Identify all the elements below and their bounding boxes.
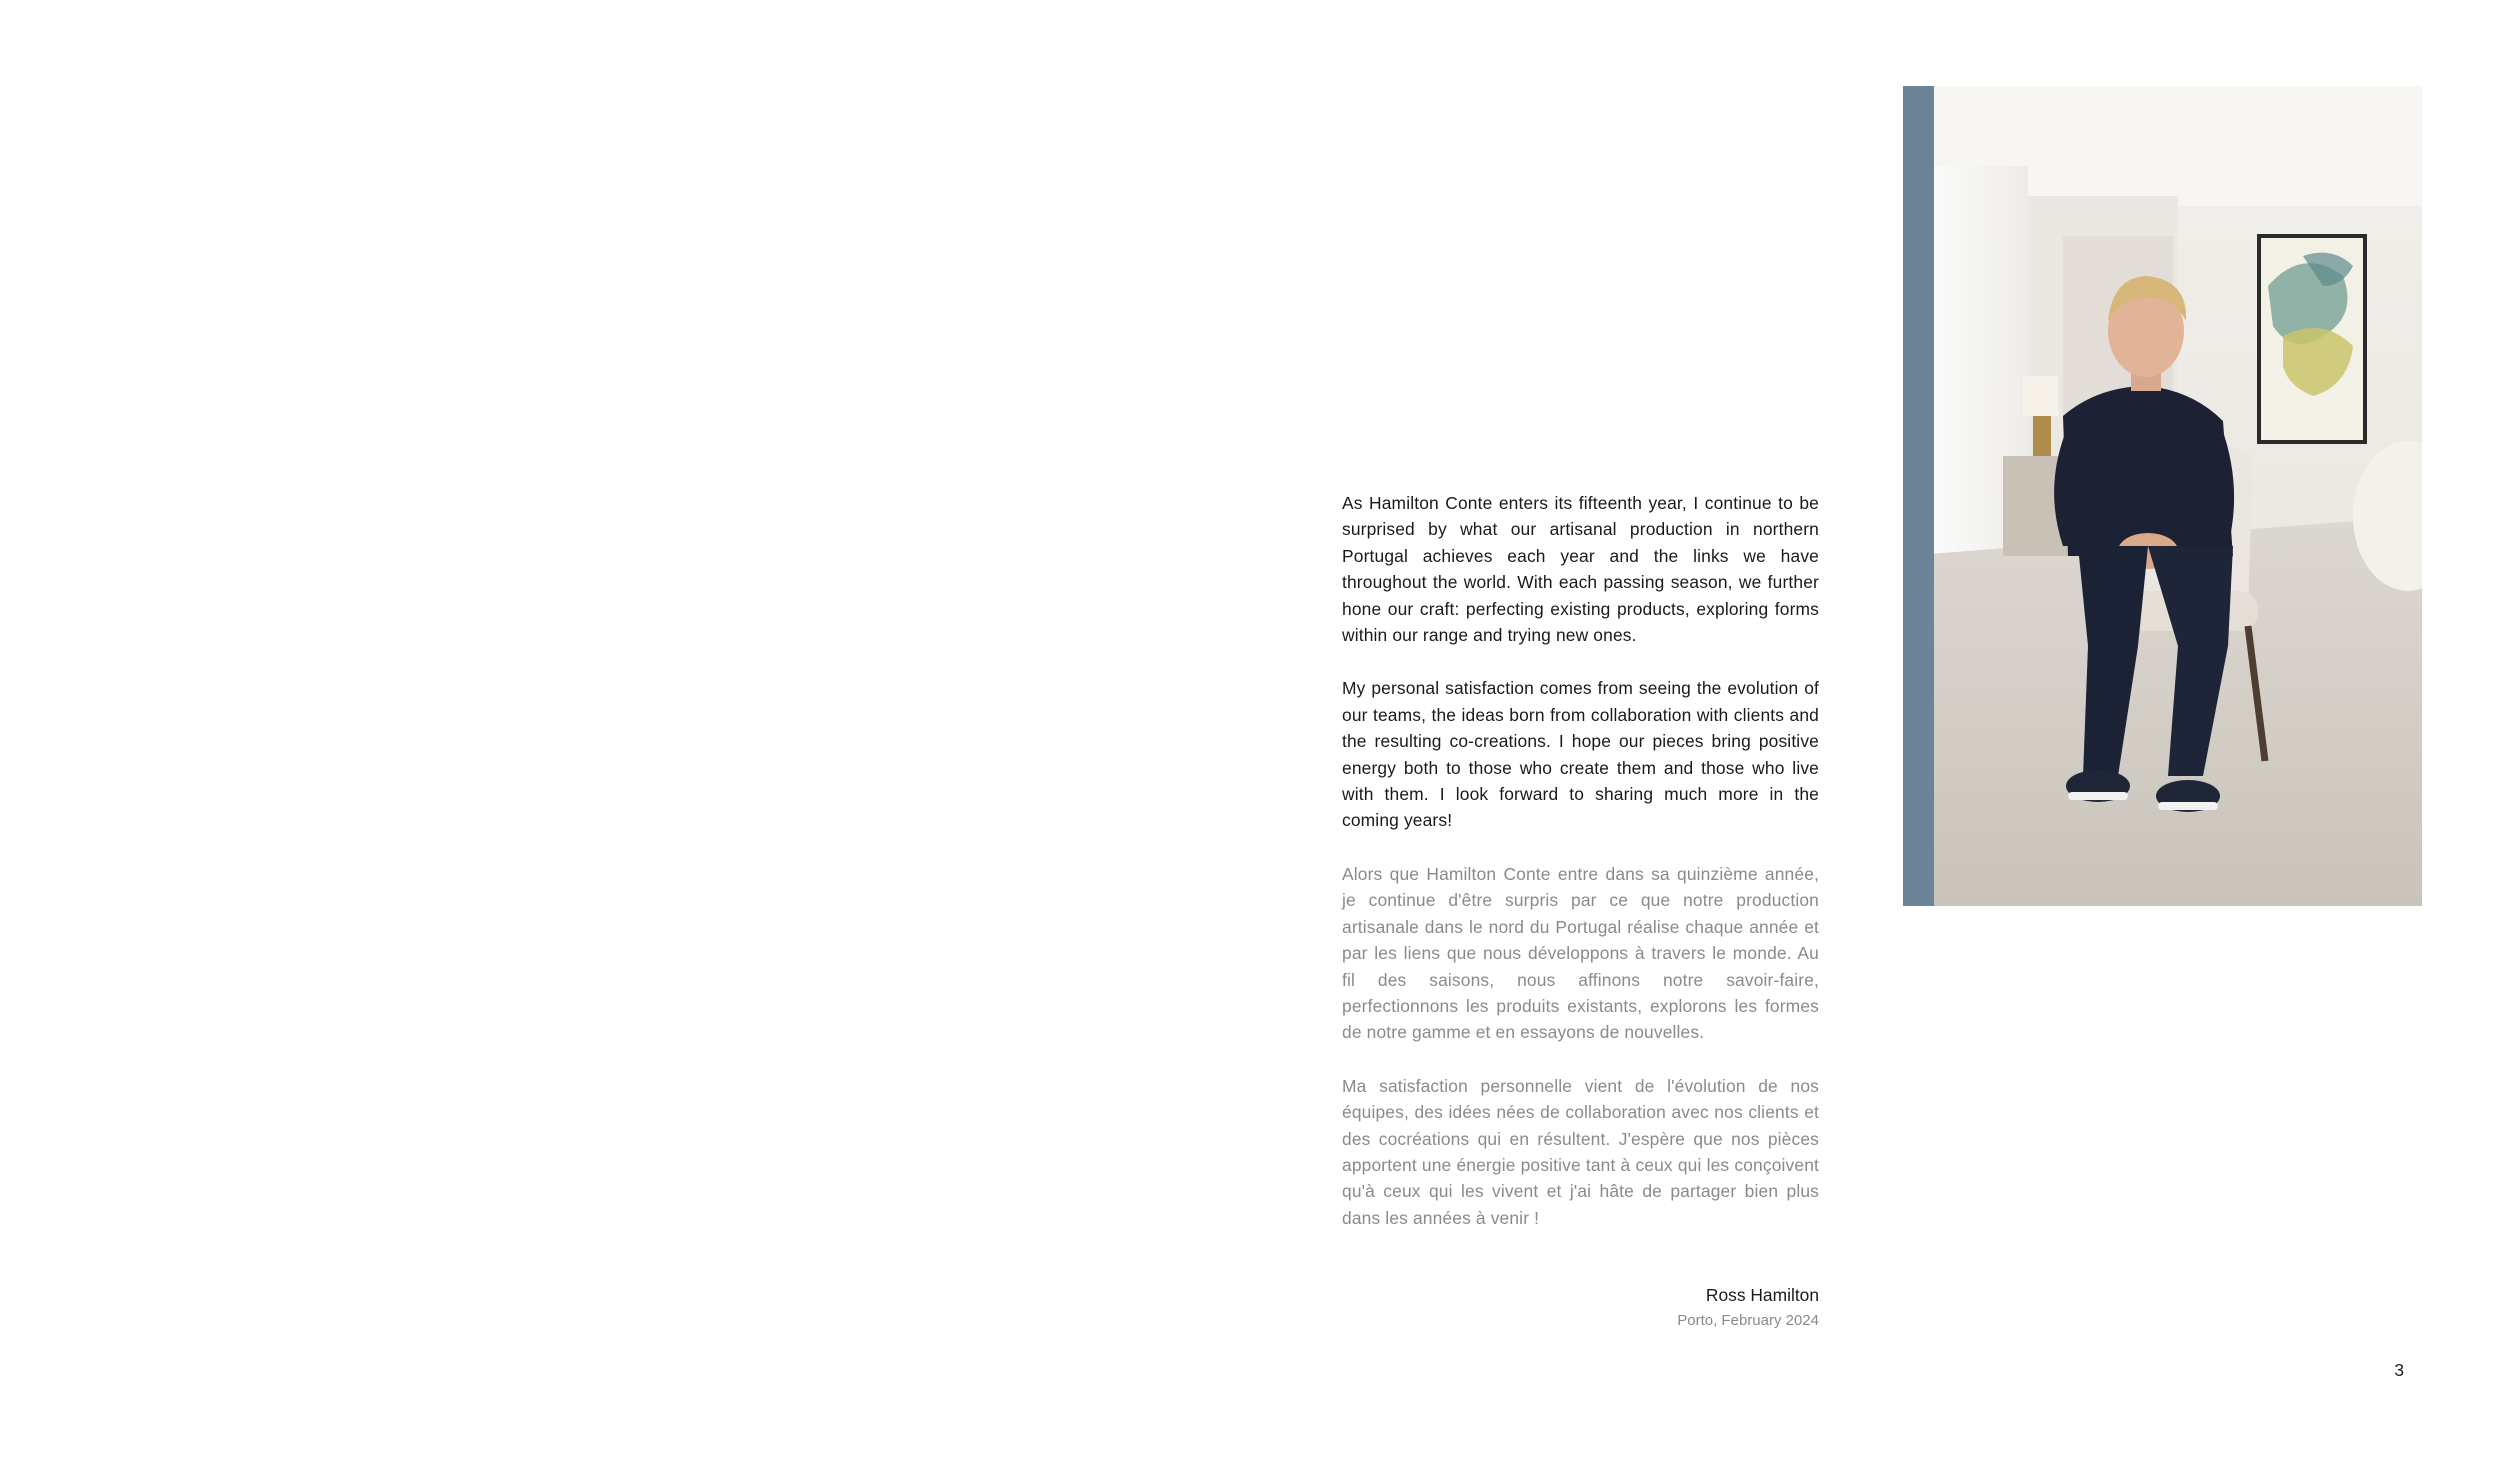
blue-wall-panel <box>1903 86 1934 906</box>
lamp-shade <box>2023 376 2058 416</box>
letter-paragraph-fr-2: Ma satisfaction personnelle vient de l'évolution de nos équipes, des idées nées de collaboration avec nos clients et des cocréations qui en résultent. J'espère que nos pièces apportent une énergie positive tant à ceux qui les conçoivent qu'à ceux qui les vivent et j'ai hâte de partager bien plus dans les années à venir ! <box>1342 1075 1819 1228</box>
letter-body <box>1342 490 1819 1258</box>
signature-block <box>1342 1282 1819 1334</box>
letter-paragraph-en-2: My personal satisfaction comes from seeing the evolution of our teams, the ideas born from collaboration with clients and the resulting co-creations. I hope our pieces bring positive energy both to those who create them and those who live with them. I look forward to sharing much more in the coming years! <box>1342 678 1819 831</box>
signature-place-date: Porto, February 2024 <box>1677 1312 1819 1329</box>
letter-paragraph-en-1: As Hamilton Conte enters its fifteenth year, I continue to be surprised by what our artisanal production in northern Portugal achieves each year and the links we have throughout the world. With each passing season, we further hone our craft: perfecting existing products, exploring forms within our range and trying new ones. <box>1342 493 1819 646</box>
page-number: 3 <box>2394 1360 2404 1380</box>
signature-name: Ross Hamilton <box>1705 1285 1819 1305</box>
letter-paragraph-fr-1: Alors que Hamilton Conte entre dans sa quinzième année, je continue d'être surpris par ce que notre production artisanale dans le nord du Portugal réalise chaque année et par les liens que nous développons à travers le monde. Au fil des saisons, nous affinons notre savoir-faire, perfectionnons les produits existants, explorons les formes de notre gamme et en essayons de nouvelles. <box>1342 863 1819 1043</box>
lamp-base <box>2033 416 2051 456</box>
portrait-photo <box>1903 86 2422 906</box>
